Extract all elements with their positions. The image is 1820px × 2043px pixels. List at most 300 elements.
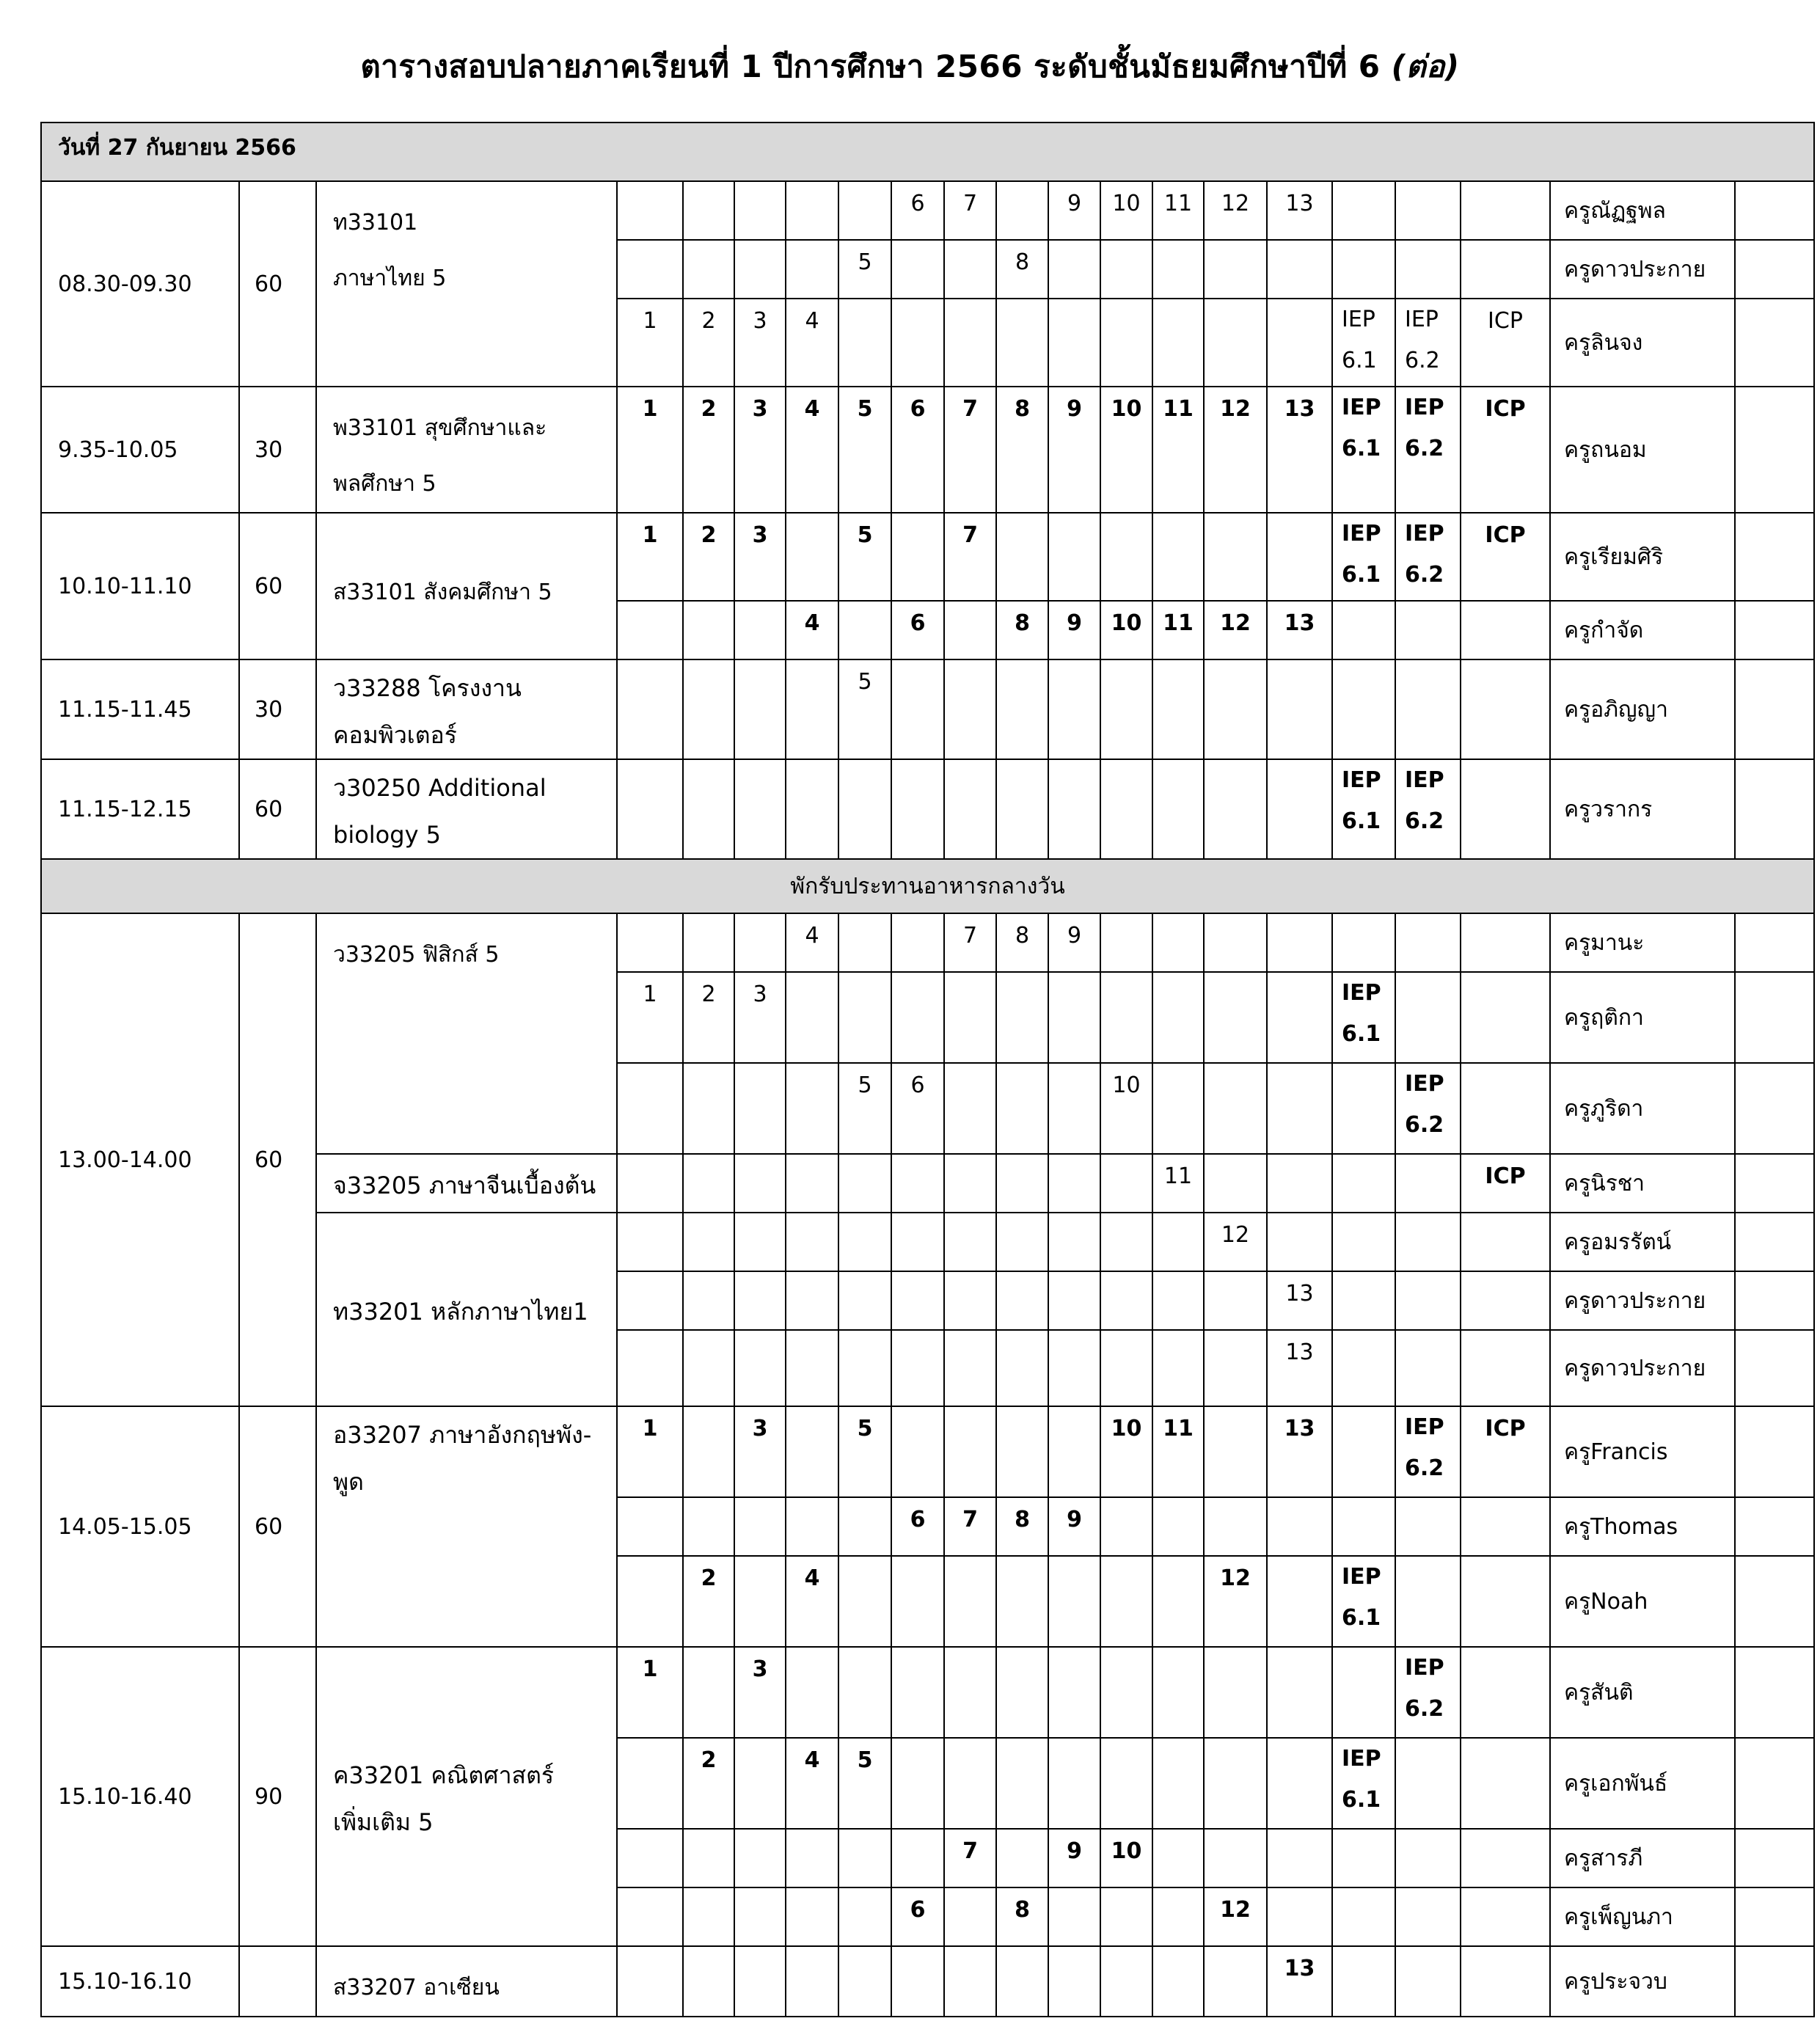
exam-cell: [1048, 1946, 1100, 2017]
exam-cell: [683, 1829, 734, 1887]
exam-cell: [996, 972, 1048, 1063]
teacher-name: ครูอภิญญา: [1550, 659, 1735, 759]
time-cell: 9.35-10.05: [41, 387, 239, 513]
exam-cell: [683, 1330, 734, 1406]
exam-cell: 10: [1100, 601, 1152, 659]
exam-cell: [838, 1213, 891, 1271]
exam-cell: 3: [734, 299, 786, 387]
subject-cell: ส33101 สังคมศึกษา 5: [316, 513, 617, 659]
exam-cell: [1152, 1738, 1204, 1829]
exam-cell: IEP 6.2: [1395, 1406, 1461, 1497]
exam-cell: 12: [1204, 387, 1267, 513]
exam-cell: 3: [734, 972, 786, 1063]
teacher-name: ครูเพ็ญนภา: [1550, 1887, 1735, 1946]
teacher-name: ครูนิรชา: [1550, 1154, 1735, 1213]
exam-cell: [1395, 1271, 1461, 1330]
exam-cell: 11: [1152, 387, 1204, 513]
exam-cell: [617, 1738, 683, 1829]
exam-cell: [1152, 972, 1204, 1063]
exam-cell: [617, 1330, 683, 1406]
exam-cell: 10: [1100, 1406, 1152, 1497]
blank-cell: [1735, 181, 1814, 240]
exam-cell: [1332, 659, 1395, 759]
exam-cell: [944, 240, 996, 299]
exam-cell: 3: [734, 513, 786, 601]
exam-cell: [1461, 1738, 1550, 1829]
subject-cell: ส33207 อาเซียน: [316, 1946, 617, 2017]
time-cell: 08.30-09.30: [41, 181, 239, 387]
exam-cell: [944, 1738, 996, 1829]
exam-cell: [891, 1556, 944, 1647]
exam-cell: [786, 1154, 838, 1213]
exam-cell: [1152, 1946, 1204, 2017]
exam-cell: [1395, 1887, 1461, 1946]
exam-cell: [838, 1271, 891, 1330]
exam-cell: 4: [786, 913, 838, 972]
exam-cell: [891, 1154, 944, 1213]
exam-cell: 13: [1267, 601, 1332, 659]
exam-cell: [996, 299, 1048, 387]
teacher-name: ครูเอกพันธ์: [1550, 1738, 1735, 1829]
exam-cell: [1332, 1063, 1395, 1154]
exam-cell: [1204, 1829, 1267, 1887]
exam-cell: [683, 1406, 734, 1497]
subject-cell: ว30250 Additional biology 5: [316, 759, 617, 859]
duration-cell: 60: [239, 513, 316, 659]
exam-cell: [838, 1154, 891, 1213]
exam-cell: [1204, 1154, 1267, 1213]
duration-cell: 30: [239, 659, 316, 759]
exam-cell: [891, 1271, 944, 1330]
exam-cell: [1152, 240, 1204, 299]
exam-cell: [944, 1213, 996, 1271]
exam-cell: [786, 181, 838, 240]
exam-cell: IEP 6.2: [1395, 1647, 1461, 1738]
time-cell: 11.15-12.15: [41, 759, 239, 859]
teacher-name: ครูภูริดา: [1550, 1063, 1735, 1154]
exam-cell: [1100, 1738, 1152, 1829]
exam-cell: IEP 6.2: [1395, 299, 1461, 387]
exam-cell: ICP: [1461, 513, 1550, 601]
exam-cell: [734, 181, 786, 240]
exam-cell: [1461, 1497, 1550, 1556]
exam-cell: [786, 659, 838, 759]
exam-cell: 4: [786, 1738, 838, 1829]
exam-cell: [944, 601, 996, 659]
exam-cell: [1395, 1829, 1461, 1887]
exam-cell: [617, 181, 683, 240]
exam-cell: [891, 759, 944, 859]
exam-cell: [1395, 1946, 1461, 2017]
exam-cell: [1204, 1497, 1267, 1556]
lunch-break: พักรับประทานอาหารกลางวัน: [41, 859, 1814, 913]
exam-cell: [1267, 1738, 1332, 1829]
blank-cell: [1735, 1829, 1814, 1887]
exam-cell: [838, 759, 891, 859]
exam-cell: [1048, 1213, 1100, 1271]
exam-cell: [1267, 972, 1332, 1063]
blank-cell: [1735, 513, 1814, 601]
exam-cell: [734, 1213, 786, 1271]
teacher-name: ครูดาวประกาย: [1550, 240, 1735, 299]
exam-cell: [734, 1946, 786, 2017]
exam-cell: [1152, 299, 1204, 387]
exam-cell: [1048, 1647, 1100, 1738]
time-cell: 13.00-14.00: [41, 913, 239, 1406]
schedule-row: [41, 1946, 1814, 2017]
exam-cell: 6: [891, 1063, 944, 1154]
blank-cell: [1735, 1213, 1814, 1271]
exam-schedule-table: [40, 122, 1815, 2017]
exam-cell: [786, 1213, 838, 1271]
exam-cell: [734, 659, 786, 759]
blank-cell: [1735, 1887, 1814, 1946]
exam-cell: 10: [1100, 1829, 1152, 1887]
exam-cell: 10: [1100, 1063, 1152, 1154]
exam-cell: [838, 972, 891, 1063]
exam-cell: 5: [838, 659, 891, 759]
exam-cell: [1204, 759, 1267, 859]
exam-cell: [891, 1647, 944, 1738]
exam-cell: 4: [786, 299, 838, 387]
exam-cell: [617, 759, 683, 859]
exam-cell: [617, 1063, 683, 1154]
blank-cell: [1735, 659, 1814, 759]
blank-cell: [1735, 1647, 1814, 1738]
exam-cell: [1100, 1556, 1152, 1647]
exam-cell: 1: [617, 1647, 683, 1738]
exam-cell: [838, 1829, 891, 1887]
exam-cell: [617, 1556, 683, 1647]
exam-cell: [1461, 181, 1550, 240]
exam-cell: [786, 1497, 838, 1556]
exam-cell: [683, 601, 734, 659]
exam-cell: [1267, 759, 1332, 859]
blank-cell: [1735, 1330, 1814, 1406]
exam-cell: IEP 6.1: [1332, 387, 1395, 513]
exam-cell: [1395, 181, 1461, 240]
exam-cell: [944, 659, 996, 759]
exam-cell: [891, 659, 944, 759]
exam-cell: 10: [1100, 181, 1152, 240]
exam-cell: 13: [1267, 387, 1332, 513]
exam-cell: 4: [786, 387, 838, 513]
subject-cell: พ33101 สุขศึกษาและ พลศึกษา 5: [316, 387, 617, 513]
exam-cell: [617, 601, 683, 659]
teacher-name: ครูประจวบ: [1550, 1946, 1735, 2017]
exam-cell: [996, 759, 1048, 859]
exam-cell: 13: [1267, 181, 1332, 240]
teacher-name: ครูเรียมศิริ: [1550, 513, 1735, 601]
schedule-row: [41, 513, 1814, 601]
exam-cell: [1100, 1946, 1152, 2017]
exam-cell: [996, 1063, 1048, 1154]
exam-cell: 10: [1100, 387, 1152, 513]
exam-cell: [786, 1829, 838, 1887]
exam-cell: 1: [617, 972, 683, 1063]
exam-cell: [617, 1154, 683, 1213]
exam-cell: ICP: [1461, 299, 1550, 387]
exam-cell: [1332, 1887, 1395, 1946]
exam-cell: 3: [734, 1647, 786, 1738]
exam-cell: [1100, 1647, 1152, 1738]
exam-cell: [1461, 1213, 1550, 1271]
exam-cell: [683, 1063, 734, 1154]
exam-cell: ICP: [1461, 1406, 1550, 1497]
exam-cell: [734, 1330, 786, 1406]
exam-cell: [1332, 913, 1395, 972]
time-cell: 15.10-16.40: [41, 1647, 239, 1946]
exam-cell: [683, 1647, 734, 1738]
exam-cell: [617, 1213, 683, 1271]
exam-cell: [1267, 1556, 1332, 1647]
schedule-row: [41, 1647, 1814, 1738]
exam-cell: 3: [734, 1406, 786, 1497]
exam-cell: [683, 1154, 734, 1213]
exam-cell: [786, 1330, 838, 1406]
exam-cell: [838, 1887, 891, 1946]
exam-cell: [1332, 1406, 1395, 1497]
exam-cell: [1332, 1154, 1395, 1213]
exam-cell: [683, 1887, 734, 1946]
blank-cell: [1735, 759, 1814, 859]
teacher-name: ครูกำจัด: [1550, 601, 1735, 659]
exam-cell: [1048, 1063, 1100, 1154]
exam-cell: [1332, 1271, 1395, 1330]
schedule-row: [41, 913, 1814, 972]
exam-cell: [1332, 601, 1395, 659]
exam-cell: IEP 6.2: [1395, 759, 1461, 859]
exam-cell: 12: [1204, 181, 1267, 240]
exam-cell: [996, 1271, 1048, 1330]
exam-cell: [1395, 240, 1461, 299]
exam-cell: 2: [683, 972, 734, 1063]
exam-cell: [1204, 1406, 1267, 1497]
time-cell: 10.10-11.10: [41, 513, 239, 659]
blank-cell: [1735, 1154, 1814, 1213]
exam-cell: [1152, 759, 1204, 859]
exam-cell: [1332, 1946, 1395, 2017]
blank-cell: [1735, 601, 1814, 659]
exam-cell: [786, 1887, 838, 1946]
exam-cell: 7: [944, 387, 996, 513]
blank-cell: [1735, 1271, 1814, 1330]
exam-cell: [1048, 1887, 1100, 1946]
time-cell: 14.05-15.05: [41, 1406, 239, 1647]
exam-cell: [996, 181, 1048, 240]
exam-cell: IEP 6.2: [1395, 513, 1461, 601]
exam-cell: IEP 6.1: [1332, 972, 1395, 1063]
exam-cell: [1152, 659, 1204, 759]
schedule-row: [41, 759, 1814, 859]
teacher-name: ครูอมรรัตน์: [1550, 1213, 1735, 1271]
exam-cell: [683, 1271, 734, 1330]
exam-cell: [996, 1330, 1048, 1406]
exam-cell: [1048, 1738, 1100, 1829]
exam-cell: [1204, 1946, 1267, 2017]
exam-cell: [1461, 1063, 1550, 1154]
exam-cell: [1152, 913, 1204, 972]
exam-cell: 9: [1048, 387, 1100, 513]
date-row: [41, 123, 1814, 181]
exam-cell: [891, 299, 944, 387]
exam-cell: [734, 1154, 786, 1213]
exam-cell: 9: [1048, 913, 1100, 972]
exam-cell: 8: [996, 387, 1048, 513]
exam-cell: [944, 1330, 996, 1406]
exam-cell: [1152, 1330, 1204, 1406]
exam-cell: 8: [996, 1497, 1048, 1556]
exam-cell: [838, 181, 891, 240]
exam-cell: 2: [683, 513, 734, 601]
exam-cell: 13: [1267, 1330, 1332, 1406]
exam-cell: [617, 1887, 683, 1946]
exam-cell: [1332, 1330, 1395, 1406]
exam-cell: [1048, 1330, 1100, 1406]
exam-cell: [683, 1213, 734, 1271]
exam-cell: IEP 6.1: [1332, 1738, 1395, 1829]
exam-cell: 8: [996, 913, 1048, 972]
exam-cell: 11: [1152, 601, 1204, 659]
exam-cell: [683, 181, 734, 240]
exam-cell: [1152, 1063, 1204, 1154]
exam-cell: [1461, 759, 1550, 859]
schedule-row: [41, 387, 1814, 513]
exam-cell: [1461, 1946, 1550, 2017]
exam-cell: [944, 759, 996, 859]
exam-cell: 1: [617, 387, 683, 513]
exam-cell: IEP 6.2: [1395, 1063, 1461, 1154]
exam-cell: [1048, 759, 1100, 859]
exam-cell: [1152, 1829, 1204, 1887]
exam-cell: ICP: [1461, 1154, 1550, 1213]
exam-cell: [1204, 1063, 1267, 1154]
exam-cell: [1048, 1271, 1100, 1330]
exam-cell: 12: [1204, 1213, 1267, 1271]
exam-cell: [1100, 759, 1152, 859]
exam-cell: [1204, 513, 1267, 601]
exam-cell: 13: [1267, 1406, 1332, 1497]
exam-cell: [891, 513, 944, 601]
duration-cell: 30: [239, 387, 316, 513]
exam-cell: [838, 913, 891, 972]
exam-cell: [1267, 1213, 1332, 1271]
exam-cell: [1204, 1738, 1267, 1829]
exam-cell: [838, 1330, 891, 1406]
exam-cell: [996, 1647, 1048, 1738]
exam-cell: 11: [1152, 1154, 1204, 1213]
exam-cell: [617, 913, 683, 972]
exam-cell: [734, 240, 786, 299]
exam-cell: [838, 601, 891, 659]
exam-cell: [786, 240, 838, 299]
exam-cell: [1204, 299, 1267, 387]
teacher-name: ครูดาวประกาย: [1550, 1330, 1735, 1406]
exam-cell: [1204, 913, 1267, 972]
exam-cell: [1395, 1497, 1461, 1556]
exam-cell: 13: [1267, 1946, 1332, 2017]
teacher-name: ครูฤติกา: [1550, 972, 1735, 1063]
exam-cell: [1395, 1556, 1461, 1647]
exam-cell: 9: [1048, 1497, 1100, 1556]
duration-cell: 60: [239, 759, 316, 859]
teacher-name: ครูNoah: [1550, 1556, 1735, 1647]
teacher-name: ครูถนอม: [1550, 387, 1735, 513]
exam-cell: [734, 1497, 786, 1556]
exam-cell: 6: [891, 1887, 944, 1946]
exam-cell: [1204, 1271, 1267, 1330]
exam-cell: [1204, 1330, 1267, 1406]
exam-cell: 2: [683, 1738, 734, 1829]
exam-cell: [1267, 1887, 1332, 1946]
exam-cell: [1395, 1330, 1461, 1406]
exam-cell: [1267, 240, 1332, 299]
exam-cell: [683, 1946, 734, 2017]
exam-cell: [1267, 299, 1332, 387]
exam-cell: 5: [838, 240, 891, 299]
subject-cell: จ33205 ภาษาจีนเบื้องต้น: [316, 1154, 617, 1213]
exam-cell: [1204, 659, 1267, 759]
exam-cell: [786, 972, 838, 1063]
exam-cell: [1461, 1330, 1550, 1406]
exam-cell: 2: [683, 1556, 734, 1647]
exam-cell: [996, 659, 1048, 759]
exam-cell: 7: [944, 513, 996, 601]
blank-cell: [1735, 972, 1814, 1063]
page-title: ตารางสอบปลายภาคเรียนที่ 1 ปีการศึกษา 2566 ระดับชั้นมัธยมศึกษาปีที่ 6 (ต่อ): [360, 48, 1460, 84]
exam-cell: 6: [891, 1497, 944, 1556]
exam-cell: [786, 513, 838, 601]
exam-cell: [1100, 1271, 1152, 1330]
exam-cell: [891, 1213, 944, 1271]
exam-cell: [1332, 1213, 1395, 1271]
time-cell: 11.15-11.45: [41, 659, 239, 759]
exam-cell: [734, 1887, 786, 1946]
exam-cell: [996, 1213, 1048, 1271]
blank-cell: [1735, 1497, 1814, 1556]
exam-cell: IEP 6.1: [1332, 1556, 1395, 1647]
exam-cell: [734, 1271, 786, 1330]
exam-cell: [1100, 1154, 1152, 1213]
exam-cell: [1048, 972, 1100, 1063]
exam-cell: 12: [1204, 601, 1267, 659]
blank-cell: [1735, 1738, 1814, 1829]
teacher-name: ครูThomas: [1550, 1497, 1735, 1556]
exam-cell: 13: [1267, 1271, 1332, 1330]
subject-cell: อ33207 ภาษาอังกฤษพัง- พูด: [316, 1406, 617, 1647]
exam-cell: [734, 1063, 786, 1154]
duration-cell: 60: [239, 1406, 316, 1647]
exam-cell: [617, 1946, 683, 2017]
exam-cell: [1152, 1497, 1204, 1556]
exam-cell: 3: [734, 387, 786, 513]
exam-cell: [1395, 913, 1461, 972]
exam-cell: 8: [996, 240, 1048, 299]
teacher-name: ครูลินจง: [1550, 299, 1735, 387]
subject-cell: ค33201 คณิตศาสตร์ เพิ่มเติม 5: [316, 1647, 617, 1946]
exam-cell: 4: [786, 1556, 838, 1647]
exam-cell: [996, 1738, 1048, 1829]
exam-cell: 5: [838, 513, 891, 601]
exam-cell: [1048, 1154, 1100, 1213]
time-cell: 15.10-16.10: [41, 1946, 239, 2017]
exam-cell: [1204, 240, 1267, 299]
exam-cell: [1395, 1738, 1461, 1829]
exam-cell: 8: [996, 601, 1048, 659]
exam-cell: [1048, 240, 1100, 299]
exam-cell: [786, 759, 838, 859]
exam-cell: [996, 1946, 1048, 2017]
